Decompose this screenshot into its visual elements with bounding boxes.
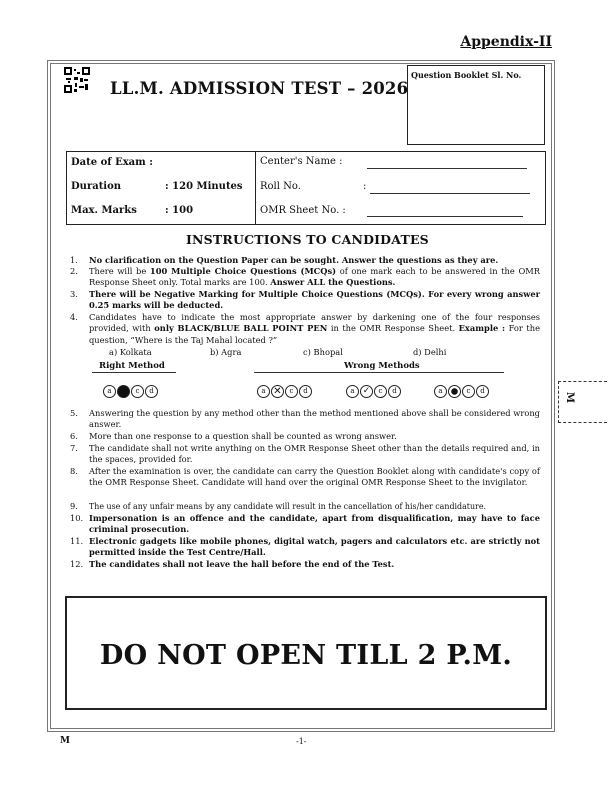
instruction-5: 5. Answering the question by any method other than the method mentioned above shall be considered wrong answer. [70, 408, 540, 430]
wrong-method-1: a ✕ c d [257, 381, 313, 400]
instruction-7: 7. The candidate shall not write anything on the OMR Response Sheet other than the details required and, in the spaces, provided for. [70, 443, 540, 465]
roll-label: Roll No. [260, 181, 301, 192]
do-not-open-box [65, 596, 547, 710]
option-b: b) Agra [210, 347, 242, 357]
instruction-9: 9. The use of any unfair means by any candidate will result in the cancellation of his/her candidature. [70, 501, 487, 511]
exam-title: LL.M. ADMISSION TEST – 2026 [110, 79, 409, 98]
instruction-3: 3. There will be Negative Marking for Multiple Choice Questions (MCQs). For every wrong answer 0.25 marks will be deducted. [70, 289, 540, 311]
instruction-1: 1. No clarification on the Question Paper can be sought. Answer the questions as they are. [70, 255, 499, 265]
booklet-serial-label: Question Booklet Sl. No. [411, 70, 522, 80]
wrong-method-3: a c d [434, 381, 490, 400]
wrong-method-2: a ✓ c d [346, 381, 402, 400]
do-not-open-text: DO NOT OPEN TILL 2 P.M. [99, 640, 513, 671]
center-label: Center's Name : [260, 156, 343, 167]
omr-field[interactable] [367, 216, 523, 217]
roll-field[interactable] [370, 193, 530, 194]
omr-label: OMR Sheet No. : [260, 205, 346, 216]
center-field[interactable] [367, 168, 527, 169]
duration-value: : 120 Minutes [165, 181, 243, 192]
marks-value: : 100 [165, 205, 194, 216]
option-c: c) Bhopal [303, 347, 343, 357]
duration-label: Duration [71, 181, 122, 192]
instruction-10: 10. Impersonation is an offence and the candidate, apart from disqualification, may have to face criminal prosecution. [70, 513, 540, 535]
page-number: -1- [296, 737, 307, 746]
instruction-6: 6. More than one response to a question shall be counted as wrong answer. [70, 431, 397, 441]
side-tab [558, 381, 607, 423]
exam-info-table [66, 151, 546, 225]
wrong-methods-label: Wrong Methods [344, 361, 420, 371]
instruction-4: 4. Candidates have to indicate the most appropriate answer by darkening one of the four responses provided, with only BLACK/BLUE BALL POINT PEN in the OMR Response Sheet. Example : For the question, “Where is the Taj Mahal located ?” [70, 312, 540, 345]
right-method-bubbles: a c d [103, 381, 159, 400]
option-a: a) Kolkata [109, 347, 152, 357]
instruction-12: 12. The candidates shall not leave the hall before the end of the Test. [70, 559, 395, 569]
instruction-8: 8. After the examination is over, the candidate can carry the Question Booklet along with candidate's copy of the OMR Response Sheet. Candidate will hand over the original OMR Response Sheet to the invigilator. [70, 466, 540, 488]
right-method-label: Right Method [99, 361, 165, 371]
appendix-label: Appendix-II [460, 34, 552, 50]
roll-colon: : [363, 181, 367, 192]
instructions-heading: INSTRUCTIONS TO CANDIDATES [186, 232, 429, 247]
instruction-11: 11. Electronic gadgets like mobile phones, digital watch, pagers and calculators etc. are strictly not permitted inside the Test Centre/Hall. [70, 536, 540, 558]
side-tab-code: M [564, 391, 576, 404]
marks-label: Max. Marks [71, 205, 137, 216]
footer-code: M [60, 736, 70, 746]
option-d: d) Delhi [413, 347, 447, 357]
booklet-serial-box [407, 65, 545, 145]
qr-code-icon [64, 67, 90, 97]
date-label: Date of Exam : [71, 157, 153, 168]
instruction-2: 2. There will be 100 Multiple Choice Questions (MCQs) of one mark each to be answered in the OMR Response Sheet only. Total marks are 100. Answer ALL the Questions. [70, 266, 540, 288]
